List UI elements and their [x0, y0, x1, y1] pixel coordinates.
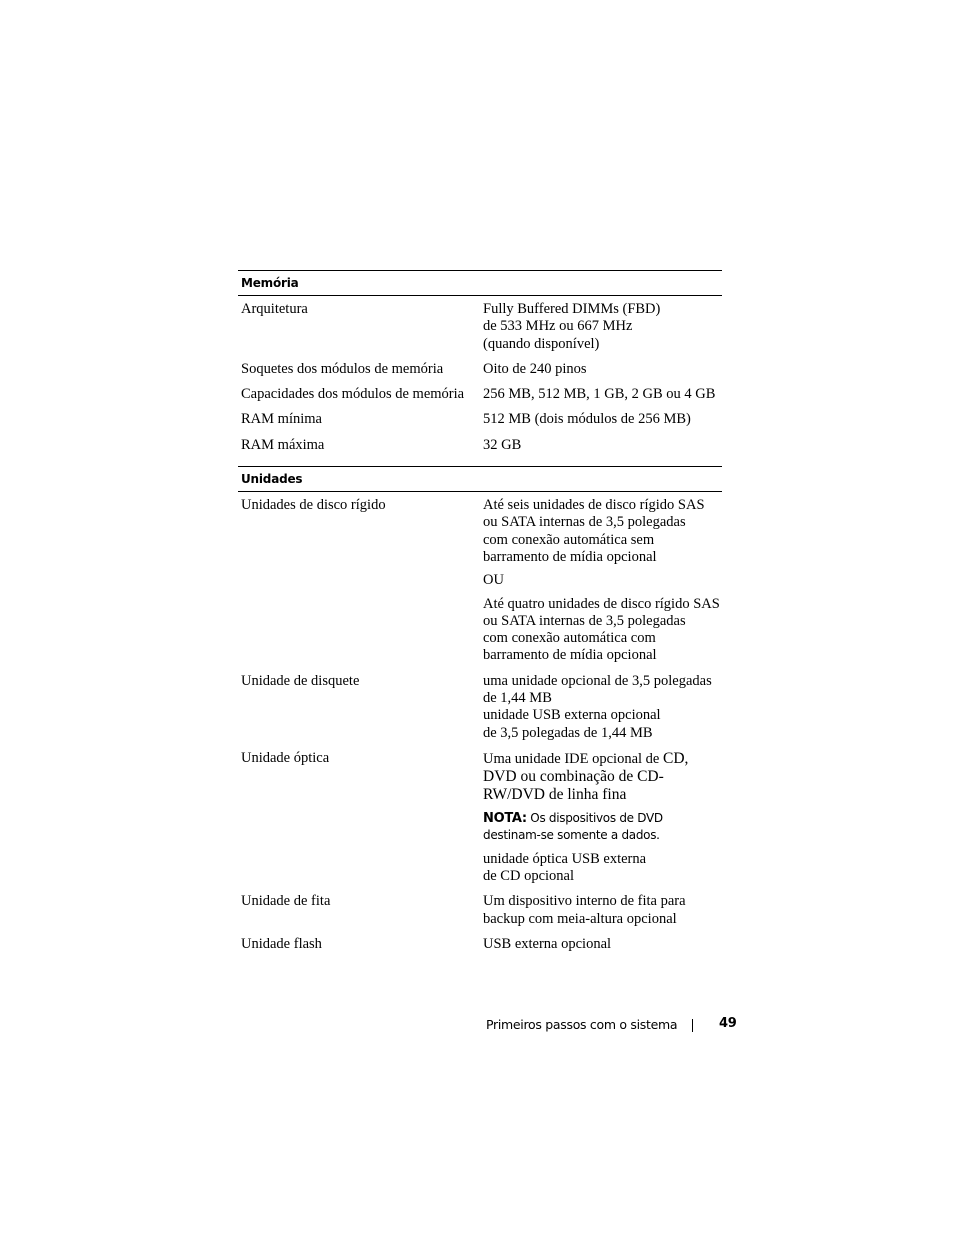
- value-line: ou SATA internas de 3,5 polegadas: [483, 612, 686, 629]
- table-row: [238, 673, 722, 742]
- row-label: Unidades de disco rígido: [241, 497, 386, 514]
- table-row: [238, 361, 722, 378]
- table-row: [238, 386, 722, 403]
- note-text: Os dispositivos de DVD: [526, 810, 663, 825]
- specs-table: [238, 270, 722, 953]
- footer-title: Primeiros passos com o sistema: [486, 1017, 678, 1032]
- section-heading-memoria: Memória: [238, 270, 722, 296]
- row-value: [480, 673, 722, 742]
- table-row: [238, 893, 722, 928]
- table-row: [238, 437, 722, 454]
- value-text: Uma unidade IDE opcional de: [483, 750, 663, 767]
- row-value: USB externa opcional: [483, 936, 612, 953]
- value-or: OU: [483, 572, 504, 589]
- row-label: Capacidades dos módulos de memória: [241, 386, 465, 403]
- table-row: [238, 497, 722, 665]
- value-line: (quando disponível): [483, 335, 600, 352]
- row-label: Unidade de disquete: [241, 672, 360, 689]
- value-line: de CD opcional: [483, 868, 575, 885]
- value-line: uma unidade opcional de 3,5 polegadas: [483, 672, 712, 689]
- value-line: RW/DVD de linha fina: [483, 785, 627, 803]
- table-row: [238, 301, 722, 353]
- value-line: DVD ou combinação de CD-: [483, 768, 664, 786]
- value-line: de 533 MHz ou 667 MHz: [483, 318, 633, 335]
- value-text: CD,: [662, 749, 689, 767]
- note-text: destinam-se somente a dados.: [483, 827, 660, 842]
- row-label: Arquitetura: [241, 301, 308, 317]
- row-value: 512 MB (dois módulos de 256 MB): [483, 411, 691, 428]
- note-label: NOTA:: [483, 810, 527, 826]
- value-line: [483, 750, 722, 768]
- row-value: [480, 750, 722, 885]
- table-row: [238, 936, 722, 953]
- row-label: Unidade de fita: [241, 893, 331, 910]
- table-row: [238, 411, 722, 428]
- value-line: de 3,5 polegadas de 1,44 MB: [483, 724, 653, 741]
- row-value: 32 GB: [483, 436, 522, 453]
- value-line: Fully Buffered DIMMs (FBD): [483, 301, 661, 317]
- row-label: Unidade óptica: [241, 749, 330, 766]
- page-footer: [486, 1014, 736, 1034]
- value-line: Até quatro unidades de disco rígido SAS: [483, 595, 720, 612]
- row-label: Soquetes dos módulos de memória: [241, 360, 444, 377]
- value-line: Até seis unidades de disco rígido SAS: [483, 497, 705, 514]
- value-line: com conexão automática sem: [483, 531, 655, 548]
- row-label: Unidade flash: [241, 936, 322, 953]
- value-line: backup com meia-altura opcional: [483, 910, 677, 927]
- table-row: [238, 750, 722, 885]
- row-label: RAM máxima: [241, 436, 325, 453]
- section-heading-unidades: Unidades: [238, 466, 722, 492]
- row-value: [480, 301, 722, 353]
- value-line: barramento de mídia opcional: [483, 548, 657, 565]
- row-label: RAM mínima: [241, 411, 322, 428]
- value-line: Um dispositivo interno de fita para: [483, 893, 686, 910]
- value-line: com conexão automática com: [483, 630, 656, 647]
- note: [483, 810, 722, 827]
- row-value: 256 MB, 512 MB, 1 GB, 2 GB ou 4 GB: [483, 386, 716, 403]
- page-number: 49: [719, 1016, 737, 1031]
- value-line: de 1,44 MB: [483, 690, 552, 707]
- row-value: Oito de 240 pinos: [483, 360, 587, 377]
- footer-divider: [692, 1019, 693, 1032]
- value-line: barramento de mídia opcional: [483, 647, 657, 664]
- row-value: [480, 893, 722, 928]
- row-value: [480, 497, 722, 665]
- value-line: ou SATA internas de 3,5 polegadas: [483, 514, 686, 531]
- value-line: unidade óptica USB externa: [483, 850, 647, 867]
- value-line: unidade USB externa opcional: [483, 707, 661, 724]
